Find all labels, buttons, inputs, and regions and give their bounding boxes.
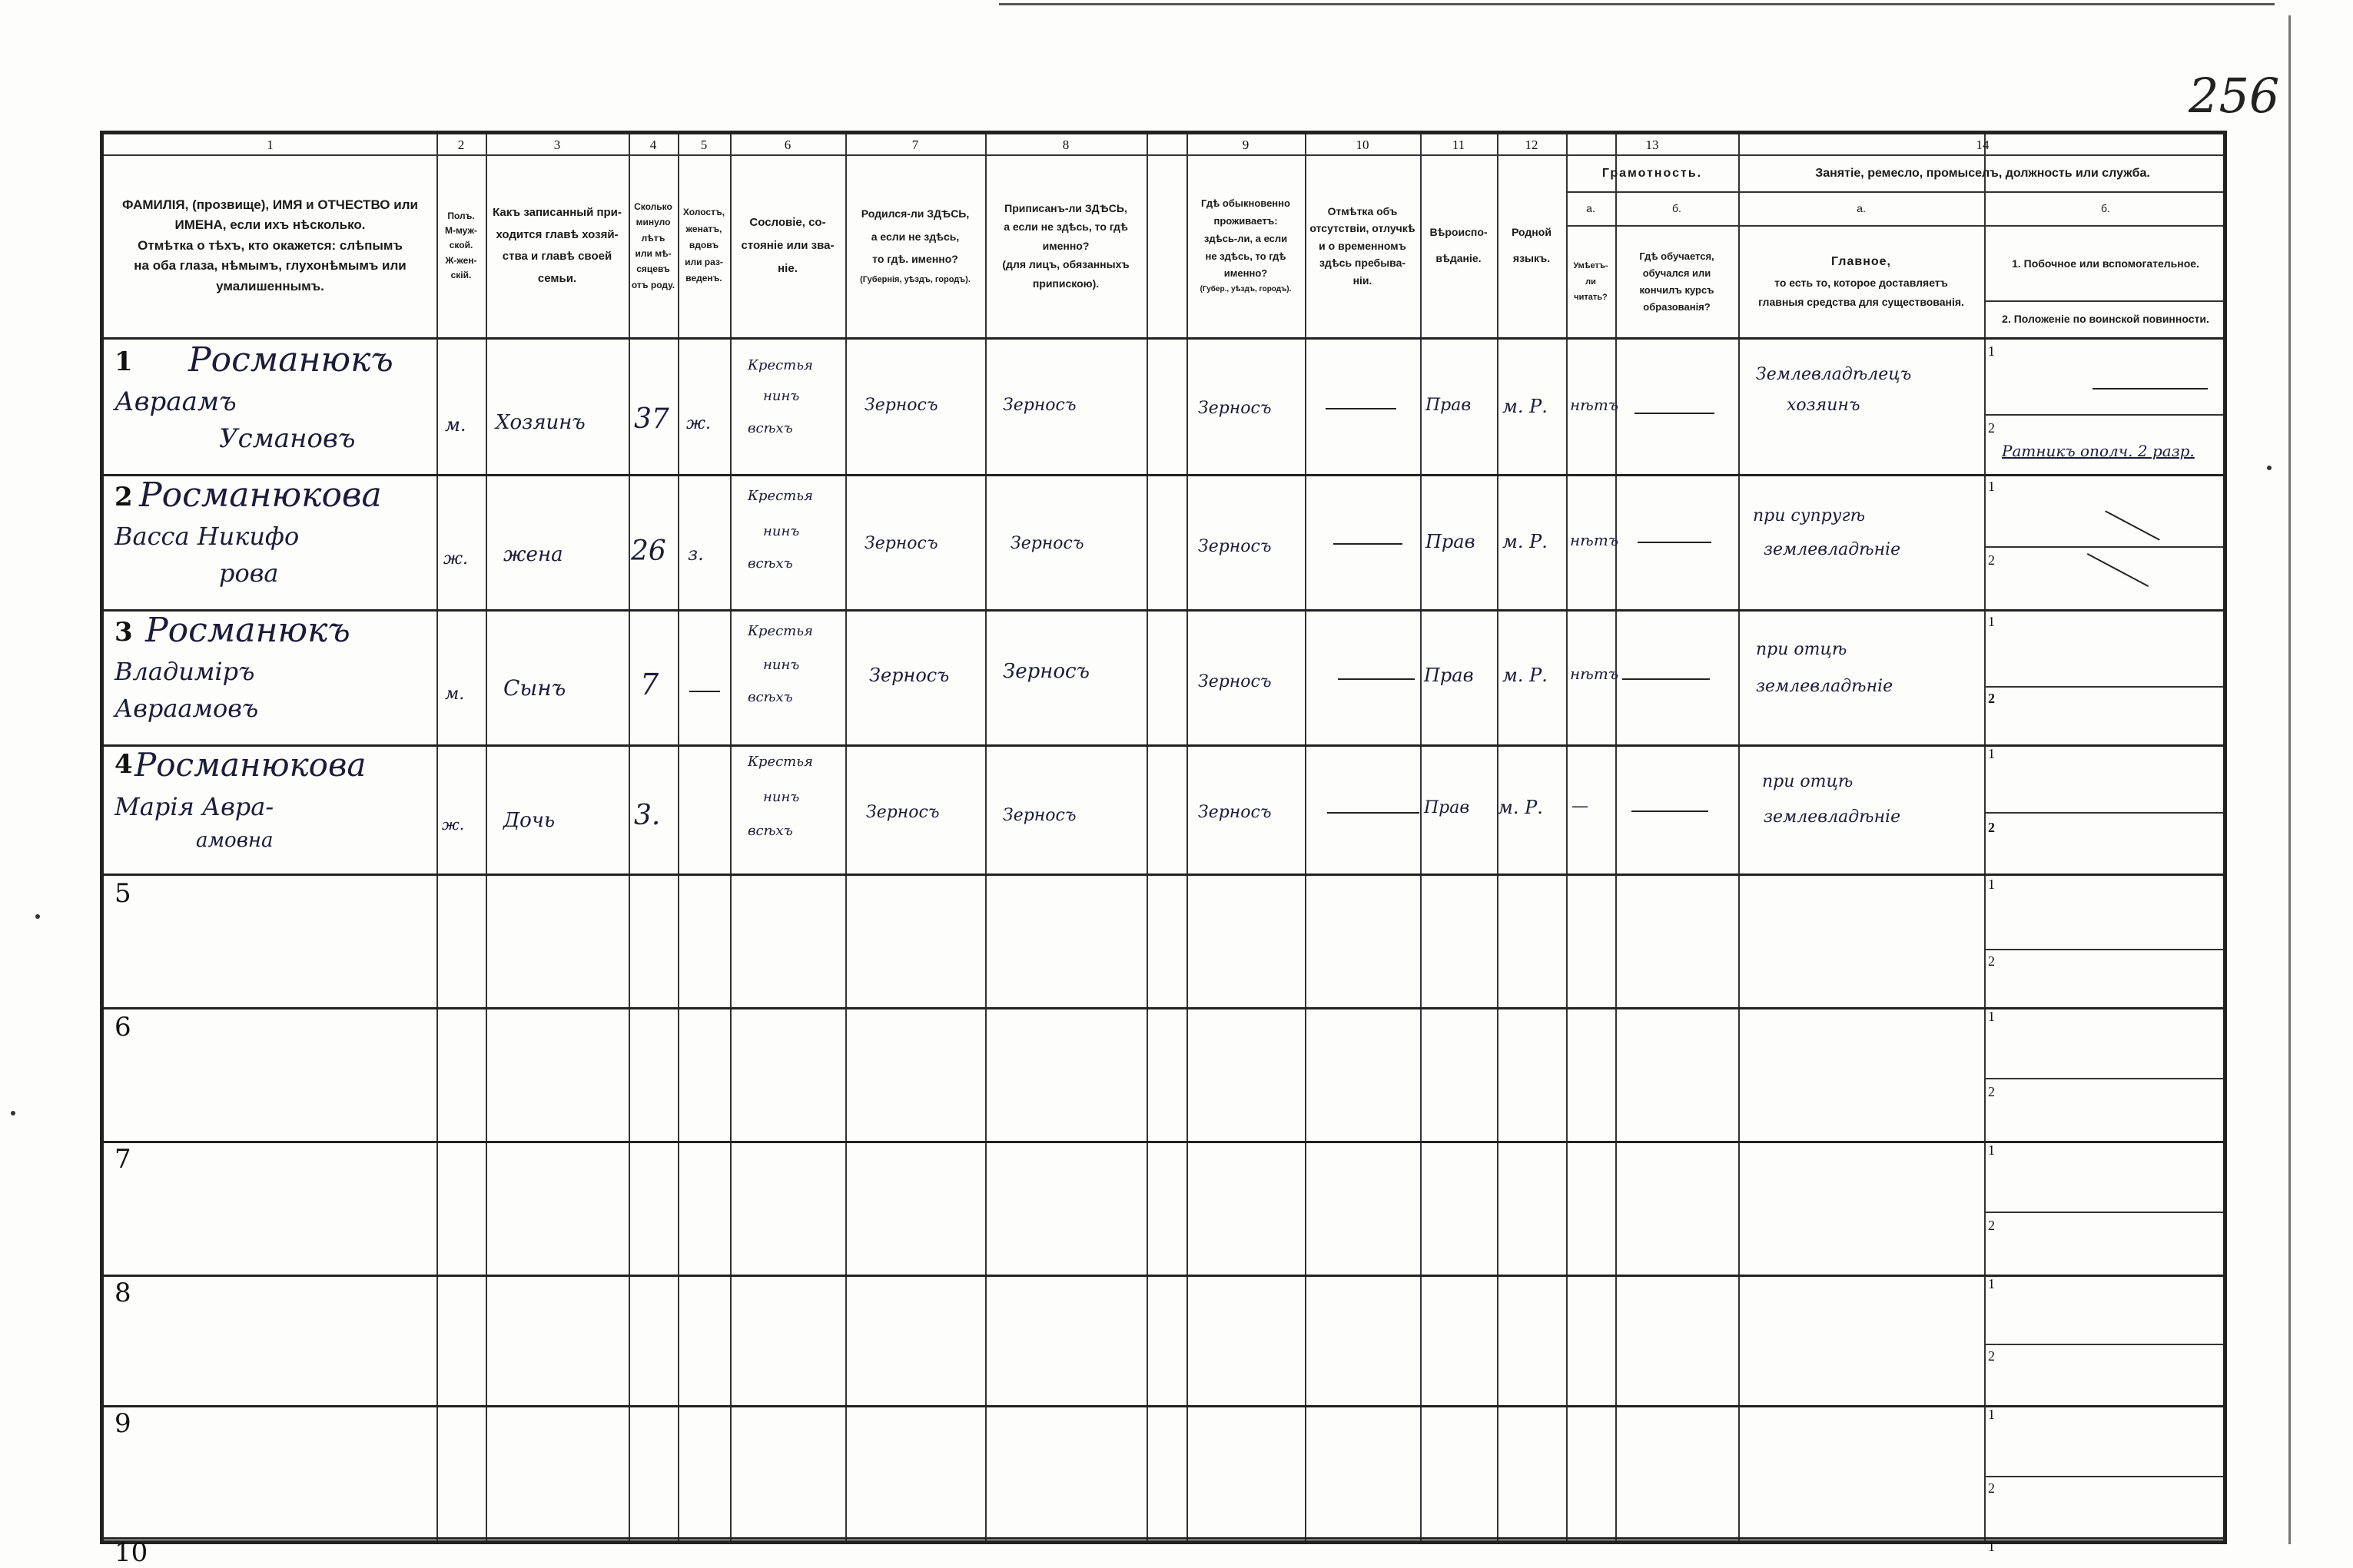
person-military-status: Ратникъ ополч. 2 разр. xyxy=(2002,442,2195,460)
person-language: м. Р. xyxy=(1502,396,1548,417)
header-religion: Вѣроиспо- вѣданіе. xyxy=(1429,226,1488,264)
person-estate: Крестья xyxy=(748,488,813,504)
person-age: 37 xyxy=(634,403,669,435)
person-religion: Прав xyxy=(1425,396,1472,415)
sub-label-1: 1 xyxy=(1988,1142,1995,1158)
sub-label-1: 1 xyxy=(1988,746,1995,761)
header-number-line xyxy=(104,154,2223,156)
row-divider xyxy=(104,609,2223,612)
person-marital: з. xyxy=(688,543,704,565)
person-estate: Крестья xyxy=(748,754,813,770)
sub-label-2: 2 xyxy=(1988,420,1995,436)
person-surname: Росманюкова xyxy=(134,746,367,784)
column-divider xyxy=(678,134,679,1540)
c14b-row-split xyxy=(1984,812,2223,814)
sub-label-2: 2 xyxy=(1988,552,1995,568)
column-number: 10 xyxy=(1356,138,1369,152)
row-divider xyxy=(104,1405,2223,1407)
margin-speck xyxy=(35,914,40,919)
person-main-occupation: землевладѣніе xyxy=(1764,540,1901,559)
person-estate: всѣхъ xyxy=(748,420,793,436)
person-estate: всѣхъ xyxy=(748,823,793,839)
person-sex: м. xyxy=(445,685,465,704)
aux-occupation-strike xyxy=(2105,510,2160,540)
column-number: 11 xyxy=(1452,138,1465,152)
column-number: 12 xyxy=(1525,138,1538,152)
header-occupation-a-label: а. xyxy=(1857,202,1866,215)
person-sex: м. xyxy=(445,414,466,436)
person-estate: нинъ xyxy=(763,789,800,805)
sub-label-2: 2 xyxy=(1988,820,1995,835)
person-sex: ж. xyxy=(443,549,469,569)
column-divider xyxy=(1566,134,1568,1540)
person-estate: Крестья xyxy=(748,623,813,639)
person-birthplace: Зерносъ xyxy=(869,665,950,686)
person-residence: Зерносъ xyxy=(1198,537,1272,556)
sub-label-1: 1 xyxy=(1988,1009,1995,1024)
column-number: 3 xyxy=(553,138,561,152)
column-divider xyxy=(436,134,438,1540)
person-absence xyxy=(1326,408,1396,409)
sub-label-2: 2 xyxy=(1988,1218,1995,1233)
person-main-occupation: землевладѣніе xyxy=(1756,677,1893,696)
margin-speck xyxy=(11,1111,15,1116)
person-main-occupation: землевладѣніе xyxy=(1764,807,1901,827)
c14b-row-split xyxy=(1984,1212,2223,1213)
header-name: ФАМИЛІЯ, (прозвище), ИМЯ и ОТЧЕСТВО или ИМЕНА, если ихъ нѣсколько. Отмѣтка о тѣхъ, кто окажется: слѣпымъ на оба глаза, нѣмымъ, глухонѣмымъ или умалишеннымъ. xyxy=(122,197,418,293)
header-literacy-a-label: а. xyxy=(1586,202,1595,215)
header-bottom-line xyxy=(104,337,2223,340)
header-absence: Отмѣтка объ отсутствіи, отлучкѣ и о временномъ здѣсь пребыва- ніи. xyxy=(1309,205,1415,287)
person-literacy: — xyxy=(1571,797,1588,816)
person-estate: нинъ xyxy=(763,523,800,539)
person-main-occupation: хозяинъ xyxy=(1787,396,1860,415)
person-religion: Прав xyxy=(1425,531,1475,552)
column-divider xyxy=(1420,134,1422,1540)
header-can-read: Умѣетъ- ли читать? xyxy=(1573,260,1608,303)
page-number: 256 xyxy=(2189,68,2280,124)
census-form-table xyxy=(100,131,2227,1568)
header-sex: Полъ. М-муж- ской. Ж-жен- скій. xyxy=(444,211,478,280)
sub-label-1: 1 xyxy=(1988,1407,1995,1422)
person-language: м. Р. xyxy=(1498,797,1543,818)
person-main-occupation: при отцѣ xyxy=(1762,772,1854,791)
person-registration: Зерносъ xyxy=(1011,534,1084,553)
person-sex: ж. xyxy=(442,815,465,834)
person-main-occupation: при супругѣ xyxy=(1753,506,1866,525)
person-registration: Зерносъ xyxy=(1003,806,1077,825)
row-number: 3 xyxy=(114,617,133,648)
person-patronymic: Усмановъ xyxy=(219,423,356,454)
c14b-row-split xyxy=(1984,949,2223,950)
page-right-edge xyxy=(2288,15,2291,1544)
header-marital: Холостъ, женатъ, вдовъ или раз- веденъ. xyxy=(682,207,725,284)
row-number: 4 xyxy=(114,749,133,780)
sub-label-2: 2 xyxy=(1988,1348,1995,1364)
person-residence: Зерносъ xyxy=(1198,803,1272,822)
sub-label-1: 1 xyxy=(1988,1539,1995,1554)
row-number: 1 xyxy=(114,346,133,377)
person-absence xyxy=(1333,543,1402,545)
column-divider xyxy=(1738,134,1740,1540)
row-number: 9 xyxy=(114,1408,131,1439)
person-main-occupation: при отцѣ xyxy=(1756,640,1847,659)
header-main-occupation: Главное, то есть то, которое доставляетъ главныя средства для существованія. xyxy=(1758,255,1964,309)
person-education xyxy=(1622,678,1710,680)
column-divider xyxy=(730,134,732,1540)
header-literacy-b-label: б. xyxy=(1672,202,1681,215)
subgroup-header-line xyxy=(1566,225,2223,227)
header-birthplace: Родился-ли ЗДѢСЬ, а если не здѣсь, то гдѣ. именно? (Губернія, уѣздъ, городъ). xyxy=(860,207,971,284)
person-relation: Сынъ xyxy=(503,675,566,701)
row-divider xyxy=(104,1141,2223,1143)
person-absence xyxy=(1338,678,1415,680)
person-aux-occupation xyxy=(2092,388,2208,390)
sub-label-1: 1 xyxy=(1988,1276,1995,1291)
column-divider xyxy=(985,134,987,1540)
person-education xyxy=(1638,542,1711,543)
person-given-name: Владиміръ xyxy=(114,657,255,686)
sub-label-1: 1 xyxy=(1988,343,1995,359)
person-religion: Прав xyxy=(1424,665,1474,686)
c14b-row-split xyxy=(1984,1344,2223,1345)
person-given-name: Марія Авра- xyxy=(114,792,274,821)
header-estate: Сословіе, со- стояніе или зва- ніе. xyxy=(741,216,835,275)
person-registration: Зерносъ xyxy=(1003,396,1077,415)
column-number: 1 xyxy=(267,138,274,152)
military-strike xyxy=(2087,553,2149,587)
sub-label-2: 2 xyxy=(1988,691,1995,706)
person-estate: всѣхъ xyxy=(748,555,793,572)
person-marital: ж. xyxy=(686,414,712,433)
person-residence: Зерносъ xyxy=(1198,672,1272,691)
person-language: м. Р. xyxy=(1502,665,1548,686)
header-literacy-group: Грамотность. xyxy=(1601,166,1703,180)
header-military-status: 2. Положеніе по воинской повинности. xyxy=(2002,313,2209,326)
column-number: 4 xyxy=(649,138,657,152)
column-divider xyxy=(1186,134,1188,1540)
person-residence: Зерносъ xyxy=(1198,399,1272,418)
person-surname: Росманюкъ xyxy=(188,340,393,380)
sub-label-1: 1 xyxy=(1988,877,1995,892)
column-divider xyxy=(845,134,847,1540)
sub-label-1: 1 xyxy=(1988,614,1995,629)
c14b-row-split xyxy=(1984,414,2223,416)
person-marital xyxy=(689,691,720,692)
row-number: 2 xyxy=(114,482,133,512)
header-language: Родной языкъ. xyxy=(1512,226,1552,264)
c14b-row-split xyxy=(1984,546,2223,548)
column-divider xyxy=(1497,134,1498,1540)
column-divider xyxy=(1147,134,1148,1540)
person-registration: Зерносъ xyxy=(1003,660,1090,683)
column-divider xyxy=(629,134,630,1540)
row-divider xyxy=(104,1275,2223,1277)
row-divider xyxy=(104,1007,2223,1009)
person-age: 7 xyxy=(640,668,659,701)
margin-speck xyxy=(2267,466,2272,470)
row-number: 8 xyxy=(114,1278,131,1308)
person-language: м. Р. xyxy=(1502,531,1548,552)
column-number: 6 xyxy=(784,138,792,152)
row-divider xyxy=(104,1537,2223,1540)
sub-label-1: 1 xyxy=(1988,479,1995,494)
header-residence: Гдѣ обыкновенно проживаетъ: здѣсь-ли, а если не здѣсь, то гдѣ именно? (Губер., уѣздъ, городъ). xyxy=(1200,197,1292,294)
person-estate: нинъ xyxy=(763,388,800,404)
column-number: 9 xyxy=(1242,138,1250,152)
person-surname: Росманюкъ xyxy=(145,611,350,650)
person-age: 3. xyxy=(634,800,661,831)
row-number: 10 xyxy=(114,1537,148,1568)
column-divider xyxy=(1305,134,1306,1540)
person-surname: Росманюкова xyxy=(139,476,382,515)
person-relation: жена xyxy=(503,543,563,566)
column-number: 7 xyxy=(911,138,919,152)
person-birthplace: Зерносъ xyxy=(866,803,940,822)
column-divider xyxy=(1615,134,1617,1540)
header-occupation-group: Занятіе, ремесло, промыселъ, должность или служба. xyxy=(1815,166,2150,180)
row-divider xyxy=(104,874,2223,876)
header-education: Гдѣ обучается, обучался или кончилъ курсъ образованія? xyxy=(1639,250,1714,313)
person-relation: Хозяинъ xyxy=(496,411,586,434)
header-aux-occupation: 1. Побочное или вспомогательное. xyxy=(2012,257,2199,270)
person-literacy: нѣтъ xyxy=(1570,531,1619,549)
person-birthplace: Зерносъ xyxy=(865,534,938,553)
person-age: 26 xyxy=(631,535,666,567)
person-patronymic: рова xyxy=(219,559,279,588)
page-top-edge xyxy=(999,3,2275,5)
column-divider xyxy=(486,134,487,1540)
column-number: 8 xyxy=(1062,138,1070,152)
header-occupation-b-label: б. xyxy=(2101,202,2110,215)
person-patronymic: амовна xyxy=(196,829,274,852)
column-number: 2 xyxy=(457,138,465,152)
person-literacy: нѣтъ xyxy=(1570,396,1619,414)
person-birthplace: Зерносъ xyxy=(865,396,938,415)
c14b-row-split xyxy=(1984,1476,2223,1477)
c14b-row-split xyxy=(1984,686,2223,688)
column-divider xyxy=(1984,134,1986,1540)
column-number: 14 xyxy=(1976,138,1990,152)
person-estate: Крестья xyxy=(748,357,813,373)
person-literacy: нѣтъ xyxy=(1570,665,1619,683)
c14b-split-line xyxy=(1984,300,2223,302)
person-absence xyxy=(1327,812,1419,814)
row-divider xyxy=(104,474,2223,476)
person-main-occupation: Землевладѣлецъ xyxy=(1756,365,1912,384)
row-number: 5 xyxy=(114,878,131,909)
row-number: 7 xyxy=(114,1144,131,1175)
person-estate: всѣхъ xyxy=(748,689,793,705)
header-age: Сколько минуло лѣтъ или мѣ- сяцевъ отъ роду. xyxy=(631,201,675,290)
person-given-name: Авраамъ xyxy=(114,386,237,417)
c14b-row-split xyxy=(1984,1078,2223,1079)
column-number: 13 xyxy=(1645,138,1659,152)
person-education xyxy=(1631,811,1708,812)
person-patronymic: Авраамовъ xyxy=(114,694,259,723)
header-relation: Какъ записанный при- ходится главѣ хозяй- ства и главѣ своей семьи. xyxy=(493,206,622,285)
sub-label-2: 2 xyxy=(1988,953,1995,969)
person-estate: нинъ xyxy=(763,657,800,673)
sub-label-2: 2 xyxy=(1988,1084,1995,1099)
person-religion: Прав xyxy=(1424,798,1470,817)
person-education xyxy=(1634,413,1714,414)
person-relation: Дочь xyxy=(503,809,556,832)
column-number: 5 xyxy=(700,138,708,152)
row-divider xyxy=(104,744,2223,747)
group-header-line xyxy=(1566,191,2223,193)
person-given-name: Васса Никифо xyxy=(114,522,300,551)
sub-label-2: 2 xyxy=(1988,1480,1995,1496)
header-registration: Приписанъ-ли ЗДѢСЬ, а если не здѣсь, то гдѣ именно? (для лицъ, обязанныхъ припискою). xyxy=(1002,201,1130,290)
row-number: 6 xyxy=(114,1012,131,1043)
